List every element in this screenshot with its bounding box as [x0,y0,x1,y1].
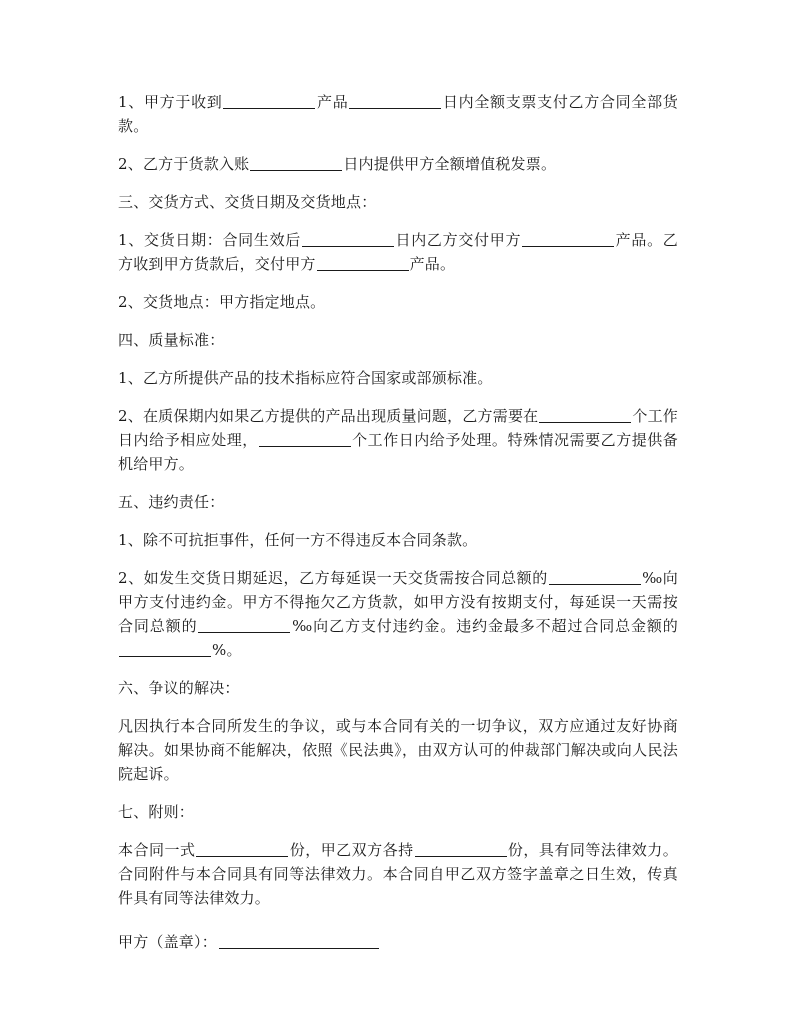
clause-text: 个工作日内给予处理。特殊情况需要乙方提供备机给甲方。 [118,431,678,473]
clause-supplementary [118,838,678,910]
clause-text: 份，甲乙双方各持 [289,841,414,859]
clause-text: ‰向甲方支付违约金。甲方不得拖欠乙方货款，如甲方没有按期支付，每延误一天需按合同总额的 [118,569,678,635]
clause-text: 1、甲方于收到 [118,93,223,111]
blank-field[interactable] [302,231,394,247]
section-heading-quality: 四、质量标准： [118,331,225,349]
clause-quality-1: 1、乙方所提供产品的技术指标应符合国家或部颁标准。 [118,369,493,387]
clause-text: 2、在质保期内如果乙方提供的产品出现质量问题，乙方需要在 [118,407,539,425]
clause-text: 产品 [316,93,349,111]
clause-text: ‰向乙方支付违约金。违约金最多不超过合同总金额的 [291,617,678,635]
section-heading-supplementary: 七、附则： [118,803,195,821]
clause-text: %。 [212,641,242,659]
clause-text: 产品。乙方收到甲方货款后，交付甲方 [118,231,678,273]
clause-text: 2、乙方于货款入账 [118,155,250,173]
blank-field[interactable] [119,641,211,657]
clause-text: 个工作日内给予相应处理， [118,407,678,449]
clause-text: 产品。 [409,255,456,273]
blank-field[interactable] [549,569,641,585]
blank-field[interactable] [317,255,409,271]
section-heading-delivery: 三、交货方式、交货日期及交货地点： [118,193,377,211]
blank-field[interactable] [259,431,351,447]
blank-field[interactable] [539,407,631,423]
contract-page [118,90,678,968]
blank-field[interactable] [522,231,614,247]
clause-payment-1 [118,90,678,138]
clause-text: 1、交货日期：合同生效后 [118,231,302,249]
signature-line-party-a [118,930,678,954]
blank-field[interactable] [250,155,342,171]
signature-field[interactable] [219,933,379,949]
clause-breach-2 [118,566,678,662]
blank-field[interactable] [198,617,290,633]
clause-text: 份，具有同等法律效力。合同附件与本合同具有同等法律效力。本合同自甲乙双方签字盖章之日生效，传真件具有同等法律效力。 [118,841,678,907]
clause-text: 日内全额支票支付乙方合同全部货款。 [118,93,678,135]
clause-quality-2 [118,404,678,476]
clause-text: 本合同一式 [118,841,196,859]
clause-payment-2 [118,152,678,176]
blank-field[interactable] [196,841,288,857]
section-heading-breach: 五、违约责任： [118,493,225,511]
signature-label: 甲方（盖章）： [118,933,217,951]
clause-breach-1: 1、除不可抗拒事件，任何一方不得违反本合同条款。 [118,531,478,549]
clause-delivery-date [118,228,678,276]
blank-field[interactable] [415,841,507,857]
blank-field[interactable] [223,93,315,109]
clause-dispute: 凡因执行本合同所发生的争议，或与本合同有关的一切争议，双方应通过友好协商解决。如果协商不能解决，依照《民法典》，由双方认可的仲裁部门解决或向人民法院起诉。 [118,717,678,783]
clause-text: 日内乙方交付甲方 [395,231,522,249]
blank-field[interactable] [349,93,441,109]
clause-text: 2、如发生交货日期延迟，乙方每延误一天交货需按合同总额的 [118,569,548,587]
clause-text: 日内提供甲方全额增值税发票。 [343,155,557,173]
section-heading-dispute: 六、争议的解决： [118,679,240,697]
clause-delivery-place: 2、交货地点：甲方指定地点。 [118,293,326,311]
